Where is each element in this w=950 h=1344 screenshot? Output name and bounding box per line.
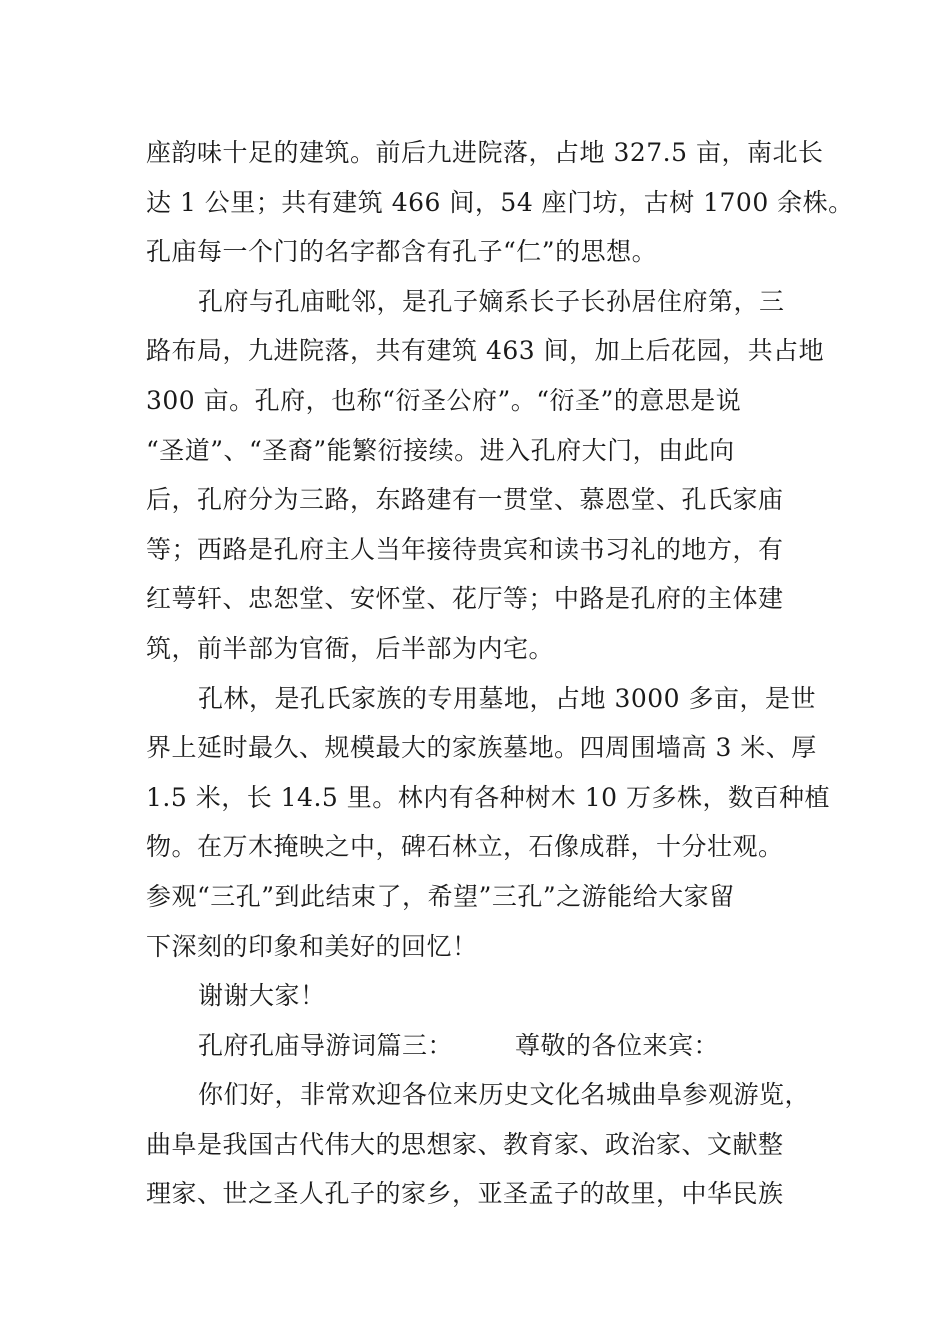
- text-line: 红萼轩、忠恕堂、安怀堂、花厅等；中路是孔府的主体建: [146, 584, 784, 614]
- text-line: 界上延时最久、规模最大的家族墓地。四周围墙高 3 米、厚: [146, 733, 817, 763]
- text-line: 下深刻的印象和美好的回忆！: [146, 931, 478, 961]
- paragraph-start-line: 你们好，非常欢迎各位来历史文化名城曲阜参观游览，: [198, 1080, 811, 1110]
- text-line: 筑，前半部为官衙，后半部为内宅。: [146, 633, 555, 663]
- paragraph-start-line: 孔府与孔庙毗邻，是孔子嫡系长子长孙居住府第，三: [198, 286, 785, 316]
- text-line: 达 1 公里；共有建筑 466 间，54 座门坊，古树 1700 余株。: [146, 187, 854, 217]
- paragraph-start-line: 孔林，是孔氏家族的专用墓地，占地 3000 多亩，是世: [198, 683, 817, 713]
- text-line: 300 亩。孔府，也称“衍圣公府”。“衍圣”的意思是说: [146, 385, 742, 415]
- text-line: 孔庙每一个门的名字都含有孔子“仁”的思想。: [146, 237, 658, 267]
- text-line: 路布局，九进院落，共有建筑 463 间，加上后花园，共占地: [146, 336, 825, 366]
- text-line: 理家、世之圣人孔子的家乡，亚圣孟子的故里，中华民族: [146, 1179, 784, 1209]
- section-heading-line: [146, 1021, 826, 1071]
- text-line: “圣道”、“圣裔”能繁衍接续。进入孔府大门，由此向: [146, 435, 735, 465]
- salutation: 尊敬的各位来宾：: [515, 1030, 720, 1060]
- text-line: 曲阜是我国古代伟大的思想家、教育家、政治家、文献整: [146, 1129, 784, 1159]
- text-line: 1.5 米，长 14.5 里。林内有各种树木 10 万多株，数百种植: [146, 782, 830, 812]
- thanks-line: 谢谢大家！: [198, 981, 326, 1011]
- text-line: 座韵味十足的建筑。前后九进院落，占地 327.5 亩，南北长: [146, 138, 824, 167]
- text-line: 后，孔府分为三路，东路建有一贯堂、慕恩堂、孔氏家庙: [146, 485, 784, 515]
- section-heading: 孔府孔庙导游词篇三：: [198, 1030, 454, 1060]
- text-line: 等；西路是孔府主人当年接待贵宾和读书习礼的地方，有: [146, 534, 784, 564]
- document-body: [146, 128, 854, 1219]
- text-line: 物。在万木掩映之中，碑石林立，石像成群，十分壮观。: [146, 832, 784, 862]
- text-line: 参观“三孔”到此结束了，希望”三孔”之游能给大家留: [146, 881, 735, 911]
